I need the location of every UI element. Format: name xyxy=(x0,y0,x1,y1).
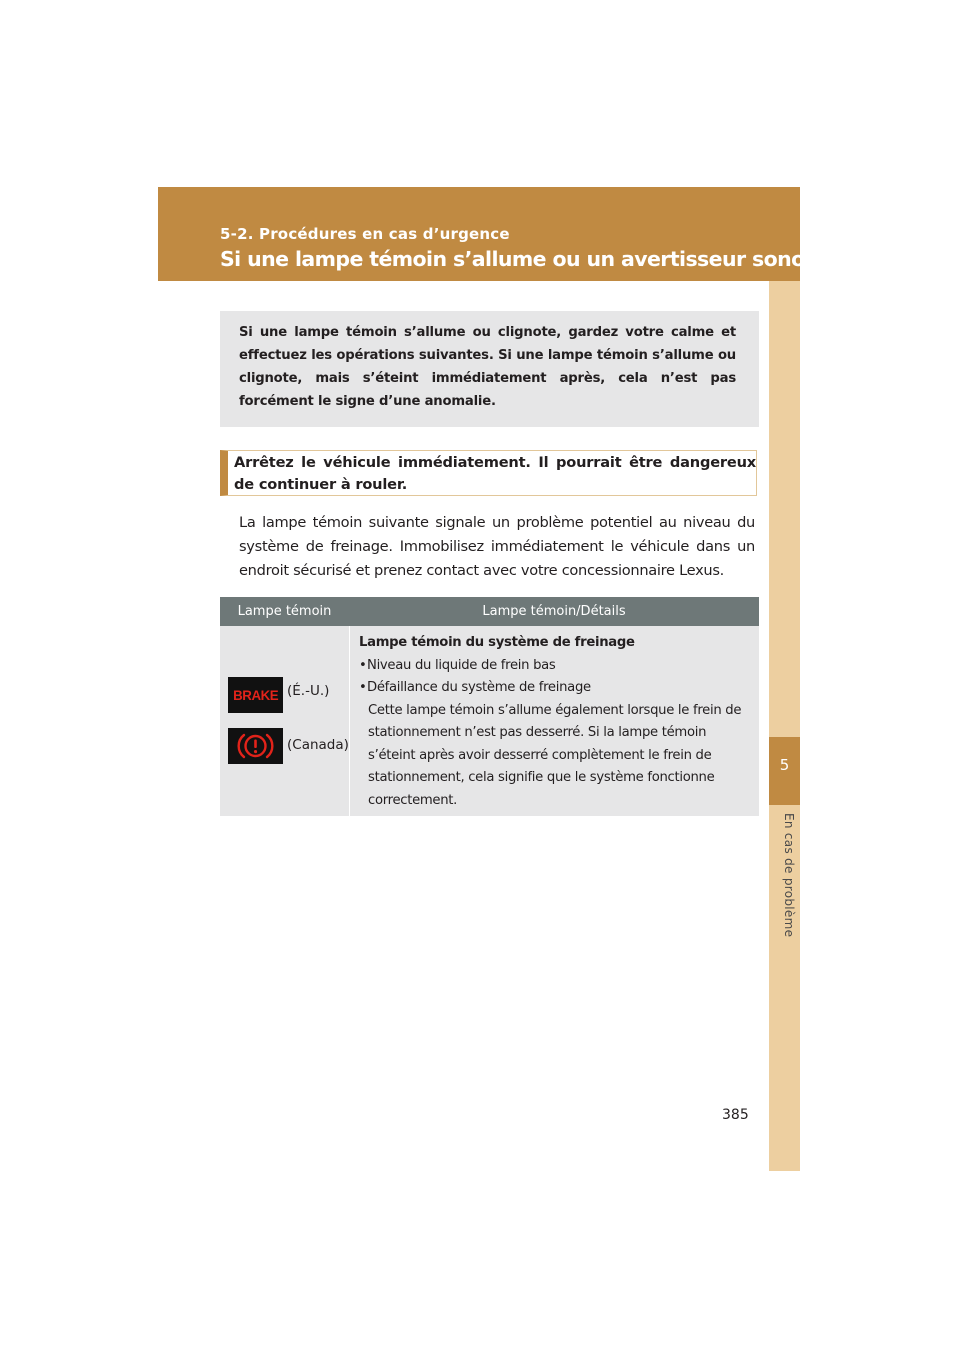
column-divider xyxy=(349,626,350,816)
page-number: 385 xyxy=(722,1107,749,1123)
chapter-side-tab xyxy=(769,281,800,1171)
details-title: Lampe témoin du système de freinage xyxy=(359,635,635,650)
chapter-number-box xyxy=(769,737,800,805)
lamp-details xyxy=(359,632,755,812)
chapter-title: En cas de problème xyxy=(782,813,796,938)
warning-heading-box xyxy=(220,450,757,496)
table-header-details: Lampe témoin/Détails xyxy=(482,604,626,619)
chapter-header xyxy=(158,187,940,281)
brake-lamp-text: BRAKE xyxy=(233,687,278,703)
chapter-number: 5 xyxy=(779,756,790,774)
circle-exclamation-icon xyxy=(228,728,283,764)
bullet-text: Niveau du liquide de frein bas xyxy=(367,657,556,673)
detail-bullet xyxy=(359,655,755,678)
region-canada-label: (Canada) xyxy=(287,737,349,753)
warning-lamp-table xyxy=(220,597,759,816)
detail-note: Cette lampe témoin s’allume également lorsque le frein de stationnement n’est pas desserré. Si la lampe témoin s’éteint après avoir desserré complètement le frein de stationnement, cela signifie que le système fonctionne correctement. xyxy=(368,702,742,808)
bullet-marker: • xyxy=(359,657,367,673)
section-label: 5-2. Procédures en cas d’urgence xyxy=(220,225,510,243)
circle-exclamation-lamp-icon xyxy=(228,728,283,764)
intro-box xyxy=(220,311,759,427)
warning-heading: Arrêtez le véhicule immédiatement. Il pourrait être dangereux de continuer à rouler. xyxy=(234,454,756,493)
detail-bullet xyxy=(359,677,755,700)
warning-body: La lampe témoin suivante signale un problème potentiel au niveau du système de freinage. Immobilisez immédiatement le véhicule dans un endroit sécurisé et prenez contact avec votre concessionnaire Lexus. xyxy=(239,514,755,579)
brake-warning-lamp-icon xyxy=(228,677,283,713)
table-header-lamp: Lampe témoin xyxy=(237,604,332,619)
table-header-row xyxy=(220,597,759,626)
intro-text: Si une lampe témoin s’allume ou clignote, gardez votre calme et effectuez les opérations suivantes. Si une lampe témoin s’allume ou clignote, mais s’éteint immédiatement après, cela n’est pas forcément le signe d’une anomalie. xyxy=(239,325,736,409)
bullet-marker: • xyxy=(359,680,367,695)
page-title: Si une lampe témoin s’allume ou un avertisseur sonore retentit... xyxy=(220,247,940,271)
region-us-label: (É.-U.) xyxy=(287,683,330,699)
bullet-text: Défaillance du système de freinage xyxy=(367,680,591,695)
